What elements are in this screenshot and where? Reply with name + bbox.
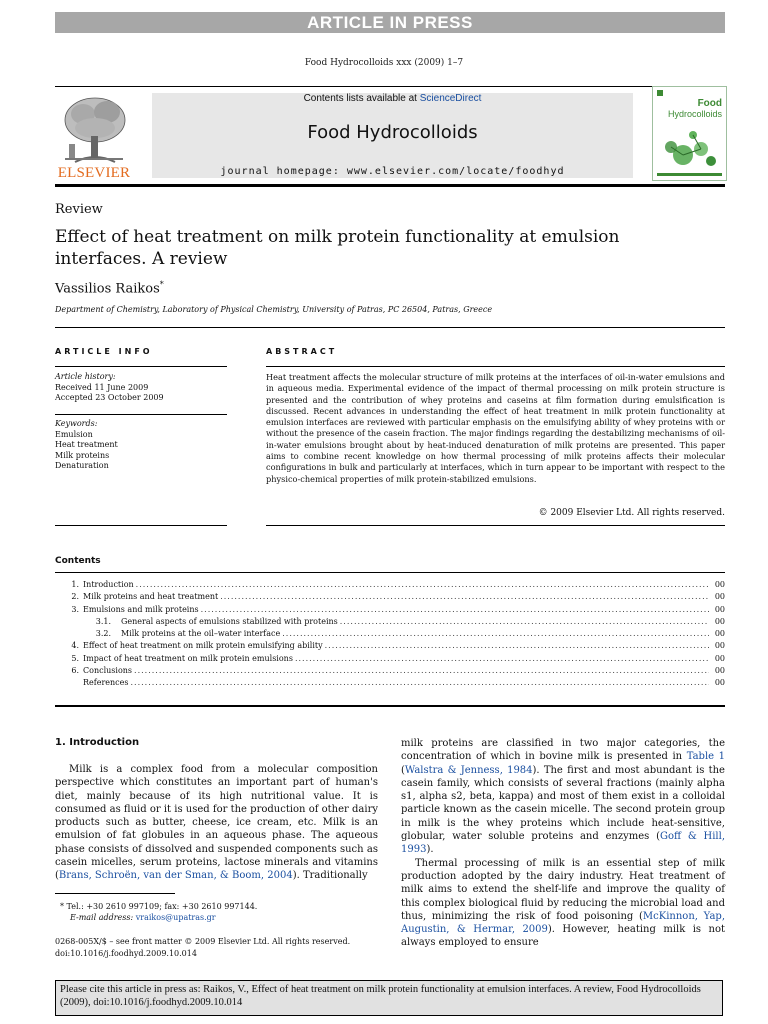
author-line [55,280,164,296]
author-contact: * Tel.: +30 2610 997109; fax: +30 2610 997144. [60,902,258,911]
toc-entry[interactable] [55,666,725,678]
toc-entry[interactable] [55,592,725,604]
toc-page: 00 [714,641,725,651]
author-affiliation: Department of Chemistry, Laboratory of Physical Chemistry, University of Patras, PC 26504, Patras, Greece [55,305,493,314]
elsevier-wordmark: ELSEVIER [57,165,131,181]
toc-entry[interactable] [55,678,725,690]
toc-entry[interactable] [55,641,725,653]
toc-number: 4. [71,641,79,651]
intro-paragraph-text: ). The first and most abundant is the casein family, which consists of several fractions (mainly alpha s1, alpha s2, beta, kappa) and most of them exist in a colloidal particle known as the casein micelle. The second protein group in milk is the whey proteins which include heat-sensitive, globular, water soluble proteins and enzymes ( [401,764,725,843]
keywords-block [55,419,118,472]
toc-number: 3. [71,604,79,614]
intro-right-paragraph [401,857,725,950]
journal-name: Food Hydrocolloids [307,122,478,143]
toc-entry[interactable] [55,629,725,641]
cover-title-line2: Hydrocolloids [667,109,722,119]
toc-page: 00 [714,592,725,602]
toc-entry[interactable] [55,580,725,592]
keyword-item: Denaturation [55,461,109,470]
contents-top-rule [55,572,725,573]
toc-leader-dots [340,617,709,626]
toc-number: 6. [71,666,79,676]
abstract-bottom-rule [266,525,725,526]
toc-label: Emulsions and milk proteins [83,604,199,614]
toc-label: Milk proteins at the oil–water interface [121,629,281,639]
abstract-copyright: © 2009 Elsevier Ltd. All rights reserved. [538,508,725,518]
contents-bottom-rule [55,705,725,707]
toc-number: 5. [71,653,79,663]
toc-leader-dots [220,592,709,601]
keyword-item: Heat treatment [55,440,118,449]
table-link[interactable]: Table 1 [686,751,725,763]
email-link[interactable]: vraikos@upatras.gr [135,913,216,922]
toc-page: 00 [714,616,725,626]
toc-label: General aspects of emulsions stabilized with proteins [121,616,338,626]
intro-right-paragraph [401,737,725,857]
toc-label: Introduction [83,580,134,589]
masthead-top-rule [55,86,725,87]
doi-line[interactable]: doi:10.1016/j.foodhyd.2009.10.014 [55,949,197,958]
article-history-label: Article history: [55,372,116,381]
email-label: E-mail address: [70,913,136,922]
toc-page: 00 [714,580,725,589]
article-info-bottom-rule [55,525,227,526]
toc-leader-dots [325,641,709,650]
intro-right-column [401,737,725,950]
accepted-date: Accepted 23 October 2009 [55,393,164,402]
intro-paragraph-text: ). Traditionally [292,870,368,882]
article-info-heading: ARTICLE INFO [55,347,153,356]
intro-paragraph-text: ). [426,844,434,856]
article-info-rule [55,366,227,367]
journal-homepage[interactable]: journal homepage: www.elsevier.com/locate/foodhyd [220,166,565,177]
toc-entry[interactable] [55,605,725,617]
cite-this-article-box: Please cite this article in press as: Raikos, V., Effect of heat treatment on milk protein functionality at emulsion interfaces. A review, Food Hydrocolloids (2009), doi:10.1016/j.foodhyd.2009.10.014 [55,980,723,1016]
article-type: Review [55,202,103,217]
intro-paragraph-text: milk proteins are classified in two major categories, the concentration of which in bovine milk is presented in [401,738,725,763]
toc-label: Impact of heat treatment on milk protein emulsions [83,653,293,663]
header-divider [55,327,725,328]
toc-label: Effect of heat treatment on milk protein emulsifying ability [83,641,323,651]
article-in-press-banner: ARTICLE IN PRESS [55,12,725,33]
footnote-rule [55,893,175,894]
email-line [70,913,216,922]
toc-number: 3.1. [95,616,111,626]
intro-paragraph-text: ). However, heating milk is not always employed to ensure [401,924,725,949]
keywords-label: Keywords: [55,419,98,428]
toc-page: 00 [714,629,725,639]
keyword-item: Emulsion [55,429,93,439]
author-footnote-mark[interactable]: * [159,280,164,289]
cover-title-line1: Food [697,98,722,109]
sciencedirect-link[interactable]: ScienceDirect [419,93,482,104]
cover-title [668,99,722,120]
toc-leader-dots [136,580,709,589]
toc-leader-dots [295,654,709,663]
toc-label: Milk proteins and heat treatment [83,592,219,602]
masthead-bottom-rule [55,184,725,187]
intro-paragraph-text: Thermal processing of milk is an essential step of milk production adopted by the dairy industry. Heat treatment of milk aims to extend the shelf-life and improve the quality of this complex biological fluid by reducing the microbial load and thus, minimizing the risk of food poisoning ( [401,857,725,922]
journal-cover-image [652,86,727,181]
toc-page: 00 [714,666,725,676]
table-of-contents [55,580,725,691]
toc-leader-dots [134,666,709,675]
abstract-heading: ABSTRACT [266,347,338,356]
author-name: Vassilios Raikos [55,281,160,297]
contents-available-text: Contents lists available at [303,93,420,104]
citation-link[interactable]: Brans, Schroën, van der Sman, & Boom, 2004 [58,870,293,882]
citation-link[interactable]: Goff & Hill, 1993 [401,831,725,856]
keywords-rule [55,414,227,415]
introduction-heading: 1. Introduction [55,737,140,748]
contents-heading: Contents [55,556,101,566]
toc-page: 00 [714,678,725,688]
toc-label: Conclusions [83,666,133,676]
intro-paragraph-text: Milk is a complex food from a molecular composition perspective which constitutes an important part of human's diet, mainly because of its high nutritional value. It is consumed as fluid or it is used for the production of other dairy products such as butter, cheese, ice cream, etc. Milk is an emulsion of fat globules in an aqueous phase. The aqueous phase consists of dissolved and suspended components such as casein micelles, serum proteins, lactose minerals and vitamins ( [55,764,378,882]
toc-leader-dots [201,605,709,614]
toc-entry[interactable] [55,617,725,629]
article-history [55,372,164,404]
toc-number: 1. [71,580,79,589]
toc-number: 2. [71,592,79,602]
citation-link[interactable]: McKinnon, Yap, Augustin, & Hermar, 2009 [401,910,725,936]
keyword-item: Milk proteins [55,450,110,460]
toc-page: 00 [714,653,725,663]
issn-line: 0268-005X/$ – see front matter © 2009 Elsevier Ltd. All rights reserved. [55,937,351,946]
toc-leader-dots [130,678,709,687]
toc-label: References [83,678,129,688]
received-date: Received 11 June 2009 [55,382,149,392]
contents-available-line [152,93,633,104]
toc-entry[interactable] [55,654,725,666]
intro-left-column [55,763,378,883]
journal-citation-line: Food Hydrocolloids xxx (2009) 1–7 [304,58,464,68]
abstract-text: Heat treatment affects the molecular structure of milk proteins at the interfaces of oil-in-water emulsions and in aqueous media. Experimental evidence of the impact of thermal processing on milk protein structure is presented and the contribution of whey proteins and caseins at film formation during emulsification is discussed. Recent advances in understanding the effect of heat treatment in milk protein functionality at emulsion interfaces are reviewed with particular emphasis on the emulsifying ability of whey proteins with or without the presence of the casein fraction. The major findings regarding the destabilizing mechanisms of oil-in-water emulsions brought about by heat-induced denaturation of milk proteins are presented. This paper aims to combine recent knowledge on how thermal processing of milk proteins affects their molecular configurations in bulk and particularly at interfaces, which in turn appear to be important with respect to the physico-chemical properties of milk protein-stabilized emulsions. [266,372,725,484]
intro-paragraph-text: ( [401,764,405,776]
citation-link[interactable]: Walstra & Jenness, 1984 [404,764,533,776]
toc-page: 00 [714,604,725,614]
toc-number: 3.2. [95,629,111,639]
toc-leader-dots [282,629,709,638]
abstract-rule [266,366,725,367]
article-title: Effect of heat treatment on milk protein functionality at emulsion interfaces. A review [55,227,620,269]
